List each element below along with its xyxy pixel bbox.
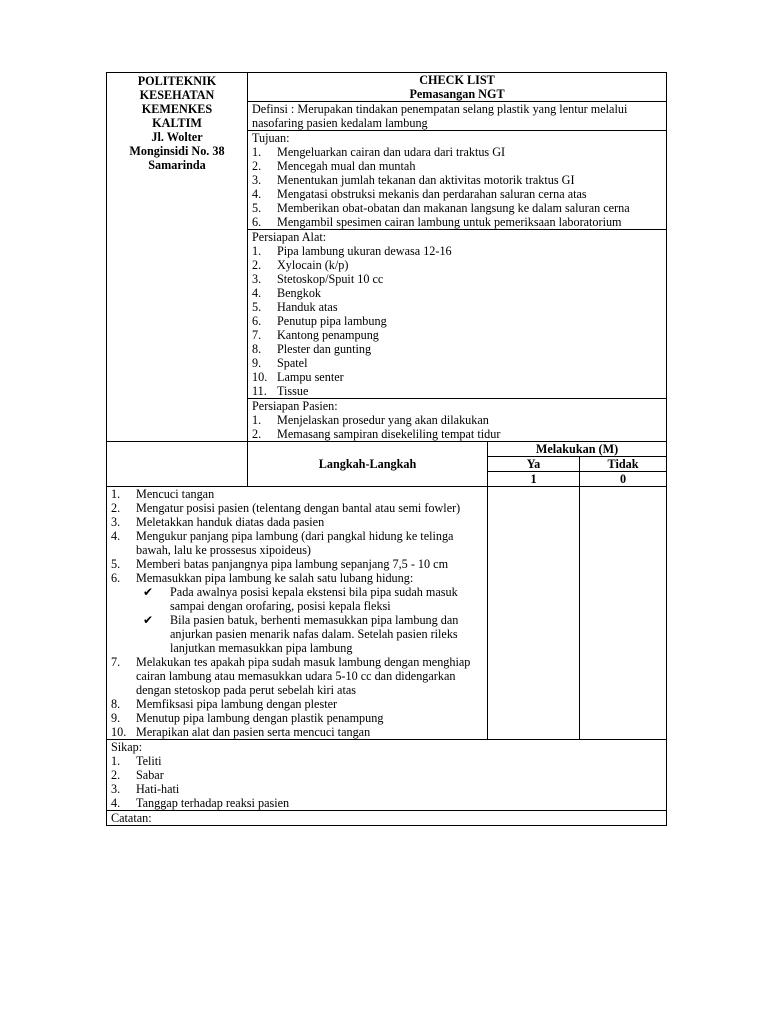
item-text: Meletakkan handuk diatas dada pasien [136, 515, 325, 529]
item-text: Memberi batas panjangnya pipa lambung sepanjang 7,5 - 10 cm [136, 557, 449, 571]
alat-label: Persiapan Alat: [252, 230, 327, 244]
item-number: 1. [111, 754, 121, 768]
definition-text: Definsi : Merupakan tindakan penempatan selang plastik yang lentur melalui nasofaring pasien kedalam lambung [252, 102, 628, 130]
substep-list [111, 585, 483, 655]
item-text: Mengambil spesimen cairan lambung untuk pemeriksaan laboratorium [277, 215, 622, 229]
sikap-section [107, 740, 667, 811]
checkmark-icon: ✔ [143, 585, 154, 599]
list-item [252, 145, 662, 159]
list-item [252, 187, 662, 201]
item-number: 3. [111, 782, 121, 796]
list-item [111, 768, 662, 782]
item-number: 3. [252, 173, 262, 187]
item-text: Mencegah mual dan muntah [277, 159, 416, 173]
item-number: 7. [111, 655, 121, 669]
item-number: 6. [252, 215, 262, 229]
item-number: 11. [252, 384, 267, 398]
item-number: 2. [252, 258, 262, 272]
pasien-list [252, 413, 662, 441]
item-number: 1. [252, 145, 262, 159]
pasien-label: Persiapan Pasien: [252, 399, 338, 413]
item-text: Kantong penampung [277, 328, 379, 342]
item-number: 2. [252, 427, 262, 441]
substep-item [143, 585, 483, 613]
tidak-header: Tidak [580, 457, 667, 472]
item-number: 4. [252, 286, 262, 300]
item-text: Melakukan tes apakah pipa sudah masuk lambung dengan menghiap cairan lambung atau memasukkan udara 5-10 cc dan didengarkan dengan stetoskop pada perut sebelah kiri atas [136, 655, 471, 697]
step-item [111, 557, 483, 571]
list-item [252, 215, 662, 229]
list-item [111, 796, 662, 810]
item-text: Mengukur panjang pipa lambung (dari pangkal hidung ke telinga bawah, lalu ke prossesus xipoideus) [136, 529, 454, 557]
tujuan-list [252, 145, 662, 229]
list-item [252, 300, 662, 314]
item-text: Hati-hati [136, 782, 180, 796]
substep-text: Pada awalnya posisi kepala ekstensi bila pipa sudah masuk sampai dengan orofaring, posisi kepala fleksi [170, 585, 458, 613]
ya-score: 1 [488, 472, 580, 487]
list-item [111, 782, 662, 796]
tujuan-label: Tujuan: [252, 131, 290, 145]
list-item [252, 328, 662, 342]
steps-list [111, 487, 483, 739]
item-text: Merapikan alat dan pasien serta mencuci tangan [136, 725, 371, 739]
item-number: 9. [111, 711, 121, 725]
pasien-section [248, 399, 667, 442]
step-item [111, 501, 483, 515]
item-text: Sabar [136, 768, 164, 782]
alat-section [248, 230, 667, 399]
sikap-label: Sikap: [111, 740, 143, 754]
item-number: 5. [111, 557, 121, 571]
item-number: 3. [111, 515, 121, 529]
item-text: Spatel [277, 356, 308, 370]
item-text: Menutup pipa lambung dengan plastik penampung [136, 711, 384, 725]
list-item [252, 173, 662, 187]
list-item [252, 159, 662, 173]
item-text: Penutup pipa lambung [277, 314, 387, 328]
list-item [252, 413, 662, 427]
item-text: Memasang sampiran disekeliling tempat tidur [277, 427, 501, 441]
item-number: 5. [252, 300, 262, 314]
item-text: Memasukkan pipa lambung ke salah satu lubang hidung: [136, 571, 414, 585]
list-item [252, 258, 662, 272]
item-number: 7. [252, 328, 262, 342]
tidak-checkbox-column[interactable] [580, 487, 667, 740]
item-number: 6. [111, 571, 121, 585]
tidak-score: 0 [580, 472, 667, 487]
item-text: Mengatur posisi pasien (telentang dengan bantal atau semi fowler) [136, 501, 461, 515]
item-number: 1. [252, 413, 262, 427]
step-item [111, 515, 483, 529]
item-text: Memfiksasi pipa lambung dengan plester [136, 697, 338, 711]
item-number: 9. [252, 356, 262, 370]
step-item [111, 711, 483, 725]
list-item [252, 244, 662, 258]
list-item [252, 272, 662, 286]
alat-list [252, 244, 662, 398]
item-number: 4. [252, 187, 262, 201]
item-text: Tanggap terhadap reaksi pasien [136, 796, 290, 810]
checkmark-icon: ✔ [143, 613, 154, 627]
list-item [252, 427, 662, 441]
list-item [252, 342, 662, 356]
item-number: 2. [111, 501, 121, 515]
item-text: Menjelaskan prosedur yang akan dilakukan [277, 413, 489, 427]
list-item [252, 201, 662, 215]
item-number: 4. [111, 529, 121, 543]
list-item [252, 314, 662, 328]
list-item [252, 356, 662, 370]
item-number: 8. [111, 697, 121, 711]
melakukan-header: Melakukan (M) [488, 442, 667, 457]
item-number: 10. [111, 725, 127, 739]
substep-item [143, 613, 483, 655]
item-number: 1. [111, 487, 121, 501]
item-text: Handuk atas [277, 300, 338, 314]
step-item [111, 571, 483, 585]
steps-cell [107, 487, 488, 740]
list-item [252, 370, 662, 384]
item-number: 1. [252, 244, 262, 258]
ya-header: Ya [488, 457, 580, 472]
item-text: Lampu senter [277, 370, 344, 384]
catatan-section[interactable] [107, 811, 667, 826]
item-text: Stetoskop/Spuit 10 cc [277, 272, 384, 286]
catatan-label: Catatan: [111, 811, 152, 825]
item-number: 4. [111, 796, 121, 810]
item-text: Mengatasi obstruksi mekanis dan perdarahan saluran cerna atas [277, 187, 587, 201]
step-item [111, 487, 483, 501]
institution-cell [107, 73, 248, 442]
step-item [111, 697, 483, 711]
item-number: 10. [252, 370, 268, 384]
list-item [111, 754, 662, 768]
document-subtitle: Pemasangan NGT [409, 87, 505, 101]
item-number: 5. [252, 201, 262, 215]
step-6-substeps [111, 585, 483, 655]
item-text: Plester dan gunting [277, 342, 372, 356]
item-text: Memberikan obat-obatan dan makanan langsung ke dalam saluran cerna [277, 201, 630, 215]
item-text: Mencuci tangan [136, 487, 215, 501]
list-item [252, 384, 662, 398]
step-item [111, 655, 483, 697]
langkah-header: Langkah-Langkah [248, 442, 488, 487]
item-number: 2. [252, 159, 262, 173]
sikap-list [111, 754, 662, 810]
item-text: Mengeluarkan cairan dan udara dari traktus GI [277, 145, 506, 159]
step-item [111, 725, 483, 739]
header-cell [248, 73, 667, 102]
institution-name: POLITEKNIK KESEHATAN KEMENKES KALTIM Jl. Wolter Monginsidi No. 38 Samarinda [129, 74, 225, 172]
item-text: Xylocain (k/p) [277, 258, 349, 272]
tujuan-section [248, 131, 667, 230]
ya-checkbox-column[interactable] [488, 487, 580, 740]
item-text: Pipa lambung ukuran dewasa 12-16 [277, 244, 452, 258]
item-text: Bengkok [277, 286, 322, 300]
checklist-table [106, 72, 667, 826]
item-text: Menentukan jumlah tekanan dan aktivitas motorik traktus GI [277, 173, 575, 187]
institution-spacer [107, 442, 248, 487]
item-number: 6. [252, 314, 262, 328]
item-text: Tissue [277, 384, 309, 398]
list-item [252, 286, 662, 300]
item-number: 8. [252, 342, 262, 356]
item-text: Teliti [136, 754, 162, 768]
item-number: 3. [252, 272, 262, 286]
item-number: 2. [111, 768, 121, 782]
document-title: CHECK LIST [419, 73, 495, 87]
definition-cell [248, 102, 667, 131]
substep-text: Bila pasien batuk, berhenti memasukkan pipa lambung dan anjurkan pasien menarik nafas dalam. Setelah pasien rileks lanjutkan memasukkan pipa lambung [170, 613, 459, 655]
step-item [111, 529, 483, 557]
